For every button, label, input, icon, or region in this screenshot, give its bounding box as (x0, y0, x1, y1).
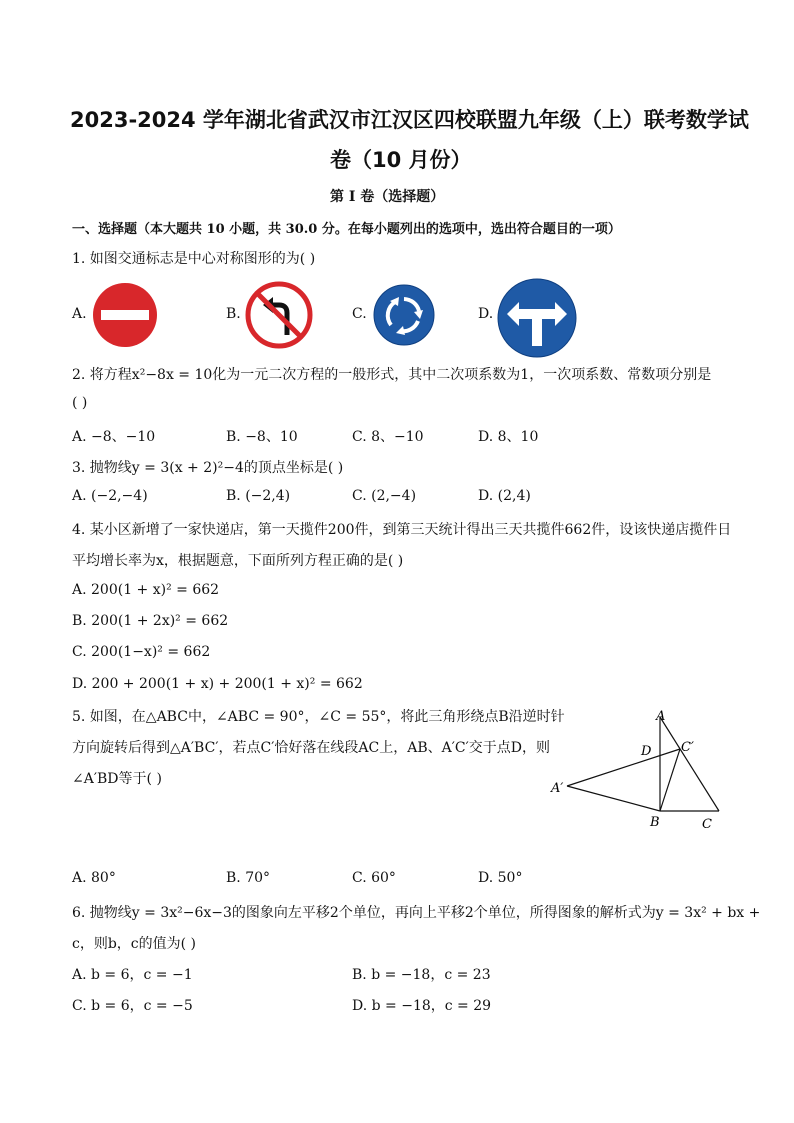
q5-triangle-figure (545, 704, 730, 834)
q3-stem: 3. 抛物线y = 3(x + 2)²−4的顶点坐标是( ) (72, 460, 344, 476)
q2-option-a: A. −8、−10 (72, 429, 156, 445)
q4-option-b: B. 200(1 + 2x)² = 662 (72, 613, 229, 629)
roundabout-sign-icon (373, 284, 435, 346)
q6-stem-line2: c，则b，c的值为( ) (72, 936, 197, 952)
figure-label-d: D (641, 744, 652, 759)
q3-option-d: D. (2,4) (478, 488, 531, 504)
q5-stem-line3: ∠A′BD等于( ) (72, 771, 162, 787)
q4-option-d: D. 200 + 200(1 + x) + 200(1 + x)² = 662 (72, 676, 363, 692)
figure-label-c-prime: C′ (681, 740, 694, 755)
q4-stem-line1: 4. 某小区新增了一家快递店，第一天揽件200件，到第三天统计得出三天共揽件662件，设该快递店揽件日 (72, 522, 732, 538)
q6-option-d: D. b = −18，c = 29 (352, 998, 492, 1014)
q6-option-c: C. b = 6，c = −5 (72, 998, 193, 1014)
q2-option-d: D. 8、10 (478, 429, 539, 445)
q4-option-c: C. 200(1−x)² = 662 (72, 644, 211, 660)
q4-option-a: A. 200(1 + x)² = 662 (72, 582, 220, 598)
q4-stem-line2: 平均增长率为x，根据题意，下面所列方程正确的是( ) (72, 553, 404, 569)
q2-stem-line2: ( ) (72, 395, 88, 411)
figure-label-a: A (656, 709, 666, 724)
page-title: 2023-2024 学年湖北省武汉市江汉区四校联盟九年级（上）联考数学试 (70, 108, 749, 132)
no-left-turn-sign-icon (245, 281, 313, 349)
q1-option-d-label: D. (478, 306, 494, 322)
section-title: 第 I 卷（选择题） (330, 189, 445, 205)
q3-option-c: C. (2,−4) (352, 488, 417, 504)
q2-option-b: B. −8、10 (226, 429, 298, 445)
q3-option-a: A. (−2,−4) (72, 488, 148, 504)
part-heading: 一、选择题（本大题共 10 小题，共 30.0 分。在每小题列出的选项中，选出符合题目的一项） (72, 222, 621, 237)
q1-option-b-label: B. (226, 306, 241, 322)
q1-stem: 1. 如图交通标志是中心对称图形的为( ) (72, 251, 316, 267)
q5-stem-line2: 方向旋转后得到△A′BC′，若点C′恰好落在线段AC上，AB、A′C′交于点D，则 (72, 740, 551, 756)
q5-stem-line1: 5. 如图，在△ABC中，∠ABC = 90°，∠C = 55°，将此三角形绕点B沿逆时针 (72, 709, 565, 725)
no-entry-sign-icon (92, 282, 158, 348)
q1-option-c-label: C. (352, 306, 367, 322)
q6-stem-line1: 6. 抛物线y = 3x²−6x−3的图象向左平移2个单位，再向上平移2个单位，所得图象的解析式为y = 3x² + bx + (72, 905, 761, 921)
page-title-continued: 卷（10 月份） (330, 148, 472, 172)
q5-option-c: C. 60° (352, 870, 396, 886)
q1-option-a-label: A. (72, 306, 87, 322)
figure-label-b: B (650, 815, 660, 830)
figure-label-c: C (702, 817, 712, 832)
q2-stem-line1: 2. 将方程x²−8x = 10化为一元二次方程的一般形式，其中二次项系数为1，一次项系数、常数项分别是 (72, 367, 712, 383)
q5-option-d: D. 50° (478, 870, 523, 886)
figure-label-a-prime: A′ (551, 781, 564, 796)
turn-left-or-right-sign-icon (497, 278, 577, 358)
q5-option-a: A. 80° (72, 870, 116, 886)
q6-option-a: A. b = 6，c = −1 (72, 967, 193, 983)
q2-option-c: C. 8、−10 (352, 429, 424, 445)
q5-option-b: B. 70° (226, 870, 271, 886)
q3-option-b: B. (−2,4) (226, 488, 291, 504)
q6-option-b: B. b = −18，c = 23 (352, 967, 491, 983)
